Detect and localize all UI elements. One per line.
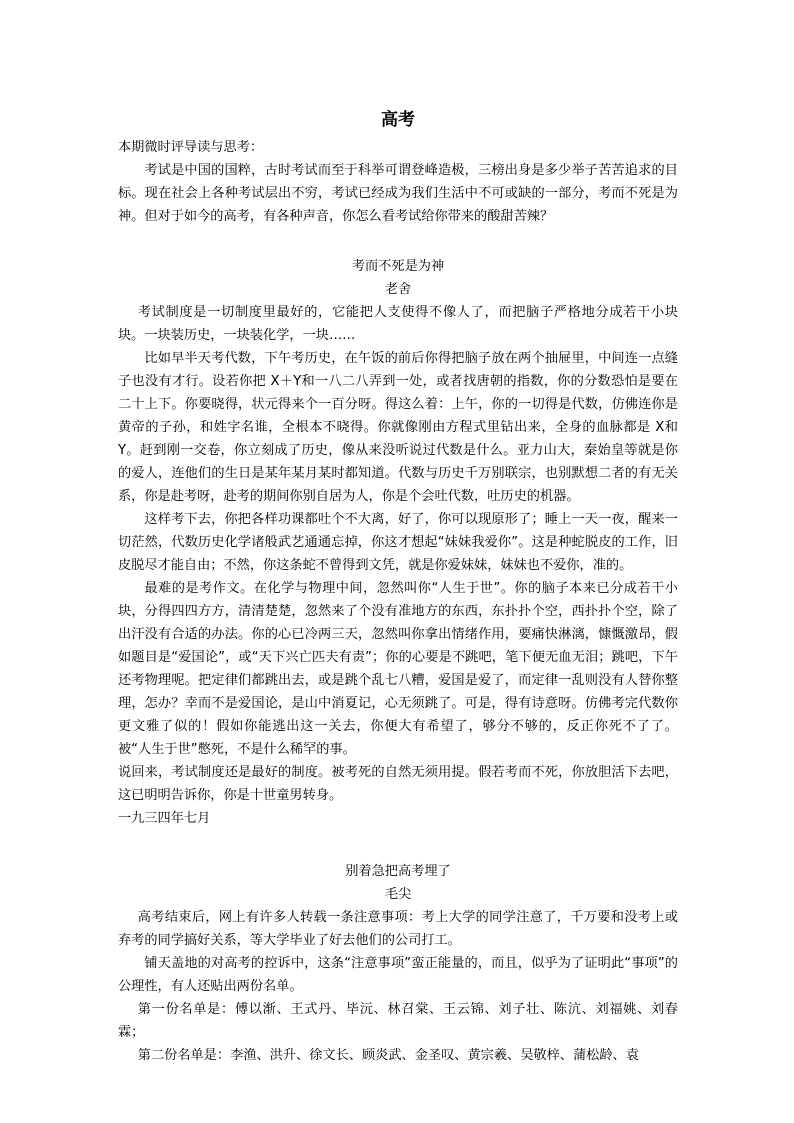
article1-paragraph: 最难的是考作文。在化学与物理中间，忽然叫你“人生于世”。你的脑子本来已分成若干小块，分得四四方方，清清楚楚，忽然来了个没有准地方的东西，东扑扑个空，西扑扑个空，除了出汗没有合适的办法。你的心已冷两三天，忽然叫你拿出情绪作用，要痛快淋漓，慷慨激昂，假如题目是“爱国论”，或“天下兴亡匹夫有责”；你的心要是不跳吧，笔下便无血无泪；跳吧，下午还考物理呢。把定律们都跳出去，或是跳个乱七八糟，爱国是爱了，而定律一乱则没有人替你整理，怎办？幸而不是爱国论，是山中消夏记，心无须跳了。可是，得有诗意呀。仿佛考完代数你更文雅了似的！假如你能逃出这一关去，你便大有希望了，够分不够的，反正你死不了了。被“人生于世”憋死，不是什么稀罕的事。	[118, 581, 678, 757]
spacer	[118, 228, 678, 255]
intro-label: 本期微时评导读与思考：	[118, 140, 264, 155]
document-page	[118, 108, 678, 1067]
article2-title: 别着急把高考埋了	[345, 864, 451, 879]
document-title: 高考	[381, 110, 415, 130]
article1-paragraph: 这样考下去，你把各样功课都吐个不大离，好了，你可以现原形了；睡上一天一夜，醒来一切茫然，代数历史化学诸般武艺通通忘掉，你这才想起“妹妹我爱你”。这是种蛇脱皮的工作，旧皮脱尽才能自由；不然，你这条蛇不曾得到文凭，就是你爱妹妹，妹妹也不爱你，准的。	[118, 512, 678, 573]
article1-paragraph: 说回来，考试制度还是最好的制度。被考死的自然无须用提。假若考而不死，你放胆活下去吧，这已明明告诉你，你是十世童男转身。	[118, 765, 678, 803]
article2-paragraph: 第一份名单是：傅以渐、王式丹、毕沅、林召棠、王云锦、刘子壮、陈沆、刘福姚、刘春霖；	[118, 1002, 678, 1040]
article2-paragraph: 高考结束后，网上有许多人转载一条注意事项：考上大学的同学注意了，千万要和没考上或弃考的同学搞好关系，等大学毕业了好去他们的公司打工。	[118, 910, 678, 948]
article1-paragraph: 考试制度是一切制度里最好的，它能把人支使得不像人了，而把脑子严格地分成若干小块块。一块装历史，一块装化学，一块……	[118, 305, 678, 343]
article2-paragraph: 铺天盖地的对高考的控诉中，这条“注意事项”蛮正能量的，而且，似乎为了证明此“事项”的公理性，有人还贴出两份名单。	[118, 956, 678, 994]
spacer	[118, 830, 678, 860]
article2-author: 毛尖	[384, 887, 412, 902]
article1-paragraph: 比如早半天考代数，下午考历史，在午饭的前后你得把脑子放在两个抽屉里，中间连一点缝子也没有才行。设若你把 X＋Y和一八二八弄到一处，或者找唐朝的指数，你的分数恐怕是要在二十上下。你要晓得，状元得来个一百分呀。得这么着：上午，你的一切得是代数，仿佛连你是黄帝的子孙，和姓字名谁，全根本不晓得。你就像刚由方程式里钻出来，全身的血脉都是 X和 Y。赶到刚一交卷，你立刻成了历史，像从来没听说过代数是什么。亚力山大，秦始皇等就是你的爱人，连他们的生日是某年某月某时都知道。代数与历史千万别联宗，也别默想二者的有无关系，你是赴考呀，赴考的期间你别自居为人，你是个会吐代数，吐历史的机器。	[118, 351, 678, 504]
intro-paragraph: 考试是中国的国粹，古时考试而至于科举可谓登峰造极，三榜出身是多少举子苦苦追求的目标。现在社会上各种考试层出不穷，考试已经成为我们生活中不可或缺的一部分，考而不死是为神。但对于如今的高考，有各种声音，你怎么看考试给你带来的酸甜苦辣？	[118, 163, 678, 224]
article1-author: 老舍	[384, 282, 412, 297]
article1-title: 考而不死是为神	[351, 259, 445, 274]
article2-paragraph: 第二份名单是：李渔、洪升、徐文长、顾炎武、金圣叹、黄宗羲、吴敬梓、蒲松龄、袁	[137, 1048, 639, 1063]
article1-date: 一九三四年七月	[118, 811, 211, 826]
